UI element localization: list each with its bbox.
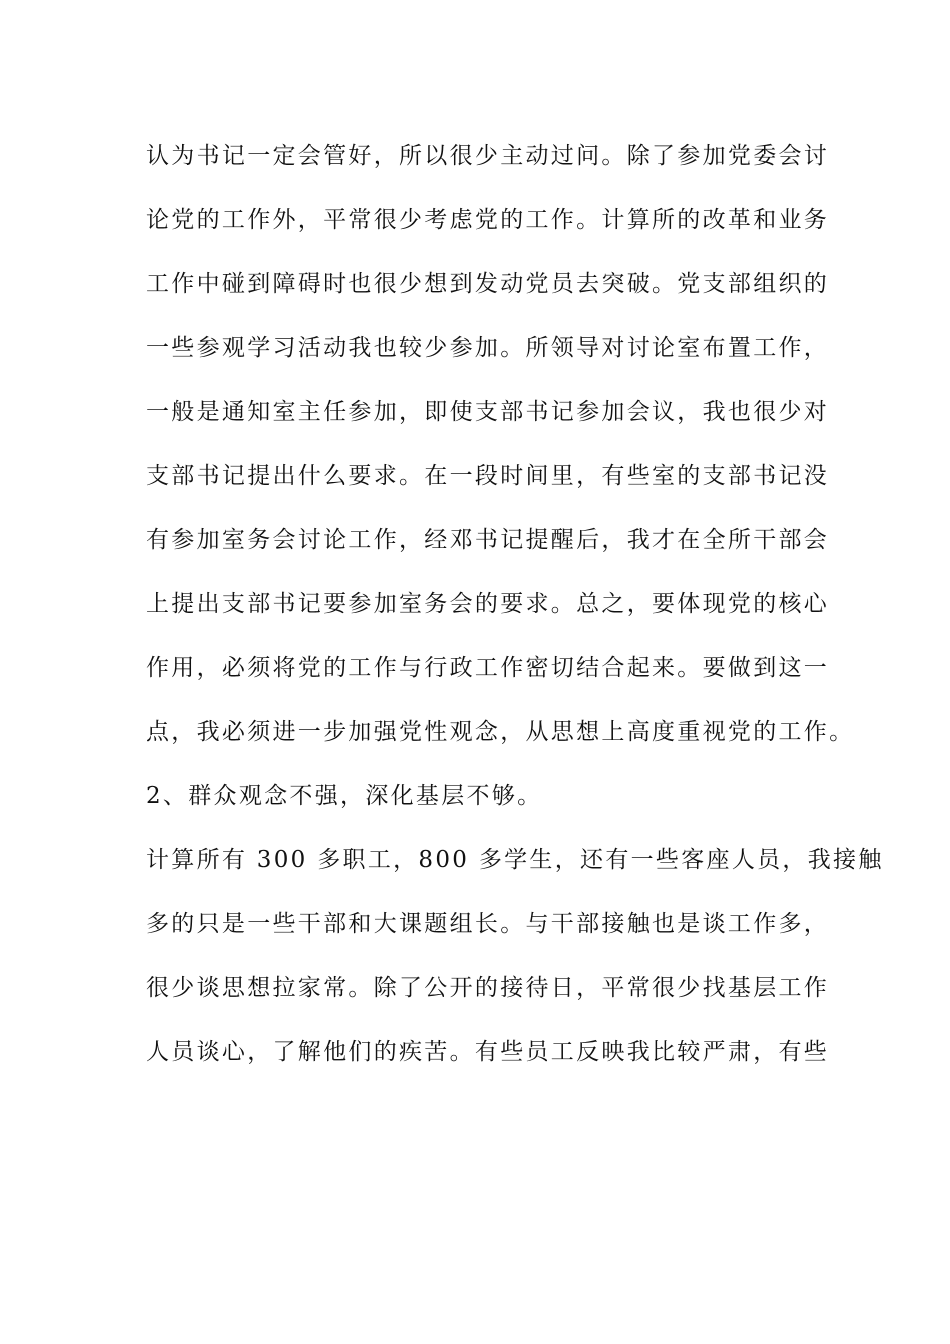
text-line: 作用，必须将党的工作与行政工作密切结合起来。要做到这一	[146, 655, 830, 681]
text-line: 支部书记提出什么要求。在一段时间里，有些室的支部书记没	[146, 463, 830, 489]
text-line: 一般是通知室主任参加，即使支部书记参加会议，我也很少对	[146, 399, 830, 425]
text-line: 上提出支部书记要参加室务会的要求。总之，要体现党的核心	[146, 591, 830, 617]
text-line: 有参加室务会讨论工作，经邓书记提醒后，我才在全所干部会	[146, 527, 830, 553]
text-line: 很少谈思想拉家常。除了公开的接待日，平常很少找基层工作	[146, 975, 830, 1001]
text-line: 计算所有 300 多职工，800 多学生，还有一些客座人员，我接触	[146, 847, 884, 873]
section-heading: 2、群众观念不强，深化基层不够。	[146, 783, 543, 809]
text-line: 认为书记一定会管好，所以很少主动过问。除了参加党委会讨	[146, 143, 830, 169]
text-line: 工作中碰到障碍时也很少想到发动党员去突破。党支部组织的	[146, 271, 830, 297]
text-line: 人员谈心，了解他们的疾苦。有些员工反映我比较严肃，有些	[146, 1039, 830, 1065]
text-line: 点，我必须进一步加强党性观念，从思想上高度重视党的工作。	[146, 719, 855, 745]
body-text	[146, 124, 884, 1084]
text-line: 多的只是一些干部和大课题组长。与干部接触也是谈工作多，	[146, 911, 830, 937]
text-line: 论党的工作外，平常很少考虑党的工作。计算所的改革和业务	[146, 207, 830, 233]
text-line: 一些参观学习活动我也较少参加。所领导对讨论室布置工作，	[146, 335, 830, 361]
